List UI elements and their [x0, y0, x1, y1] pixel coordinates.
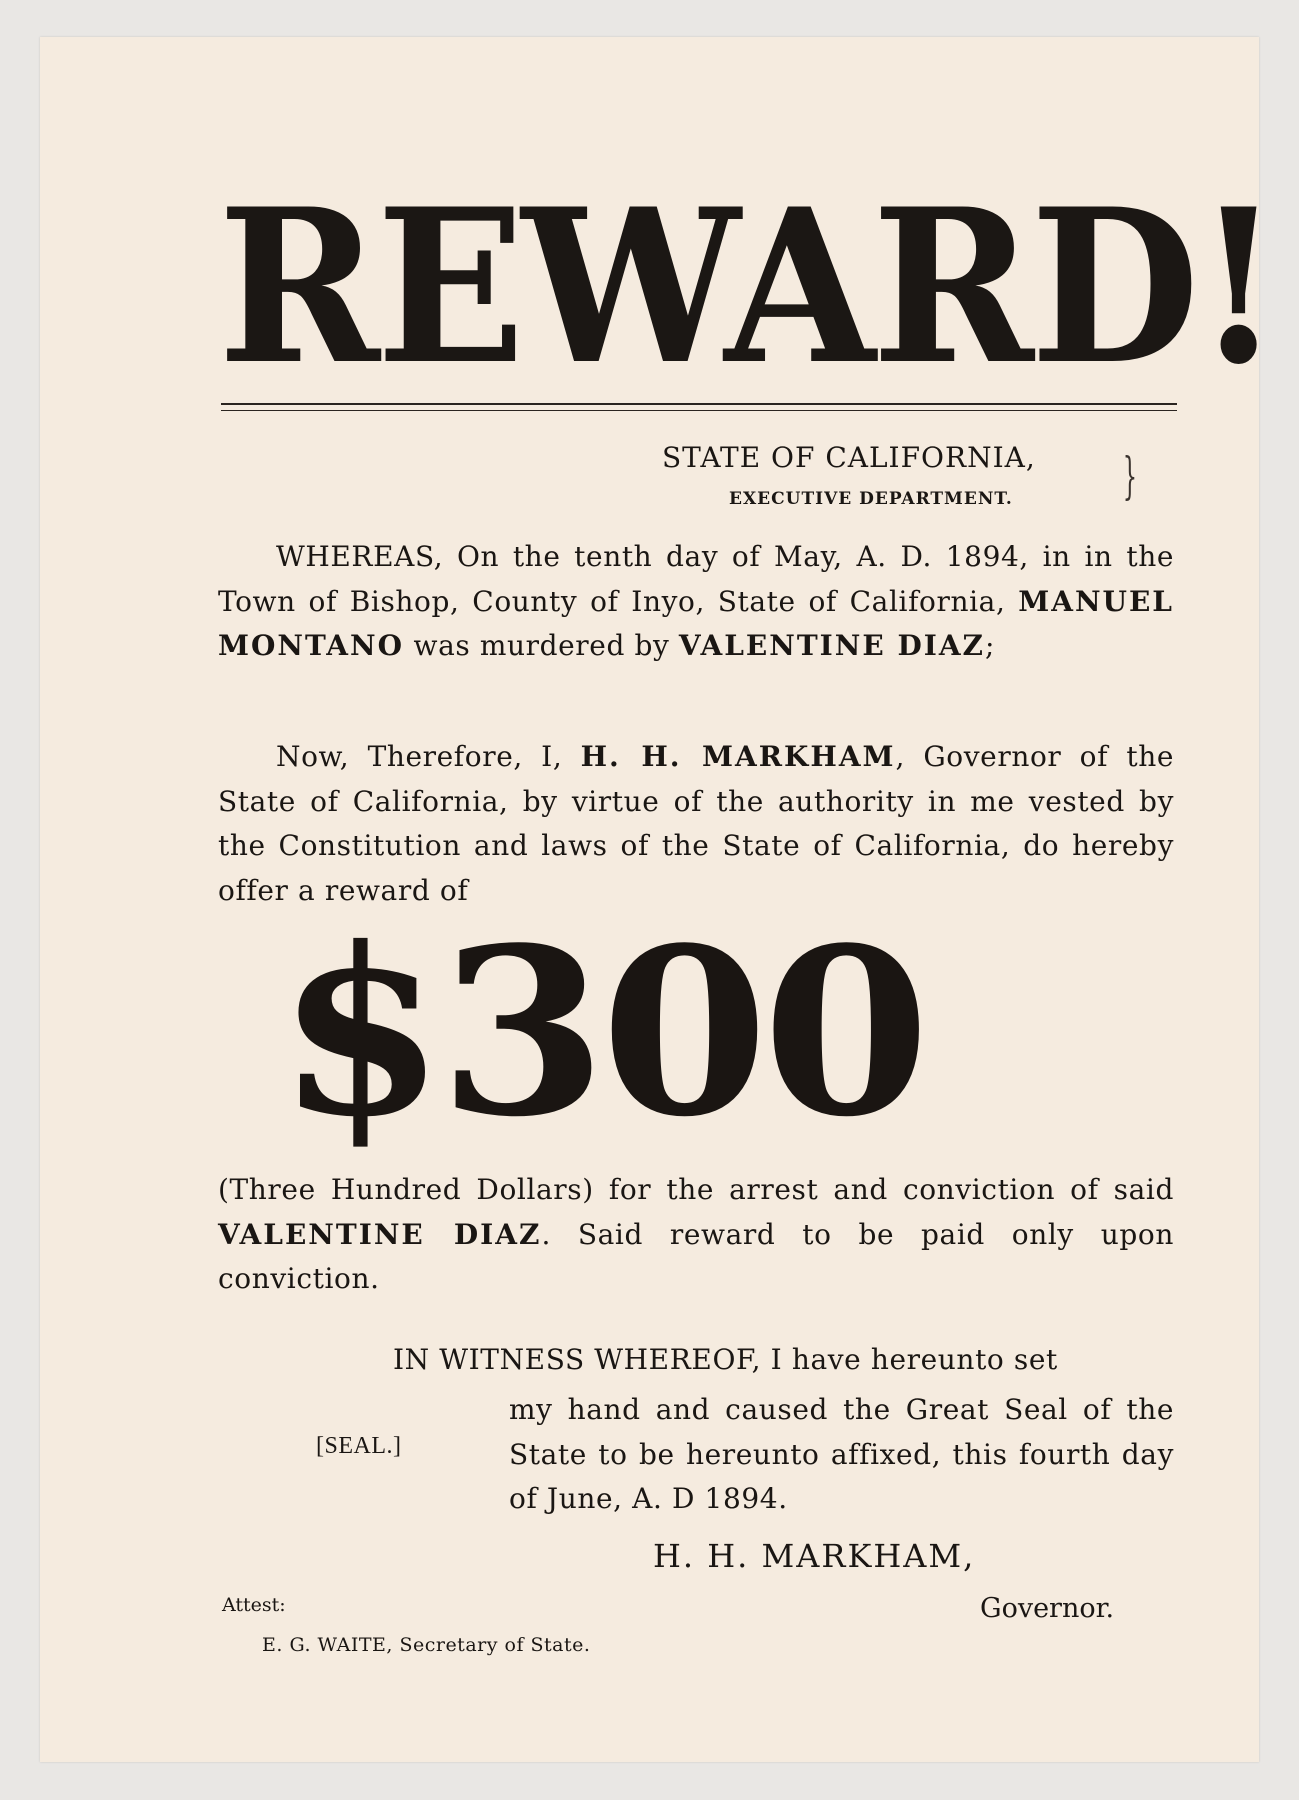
- victim-name: MANUEL MONTANO: [218, 584, 1174, 662]
- witness-first-line: IN WITNESS WHEREOF, I have hereunto set: [393, 1343, 1058, 1376]
- fugitive-name: VALENTINE DIAZ: [218, 1217, 542, 1251]
- whereas-lead: WHEREAS, On the tenth day of May, A. D. 1894, in in the Town of Bishop, County of Inyo, State of California,: [218, 540, 1174, 618]
- therefore-rest: , Governor of the State of California, by virtue of the authority in me vested by the Constitution and laws of the State of California, do hereby offer a reward of: [218, 740, 1175, 907]
- headline: REWARD!: [218, 162, 1278, 411]
- whereas-middle: was murdered by: [404, 629, 679, 662]
- heading-brace: }: [1122, 447, 1138, 505]
- signer-name: H. H. MARKHAM,: [653, 1537, 976, 1575]
- state-heading: STATE OF CALIFORNIA,: [662, 441, 1036, 474]
- witness-paragraph: my hand and caused the Great Seal of the State to be hereunto affixed, this fourth day of June, A. D 1894.: [509, 1393, 1174, 1515]
- attest-signature: E. G. WAITE, Secretary of State.: [262, 1634, 591, 1656]
- attest-label: Attest:: [222, 1594, 286, 1616]
- conditions-lead: (Three Hundred Dollars) for the arrest and conviction of said: [218, 1173, 1174, 1206]
- headline-rule-upper: [221, 403, 1177, 405]
- headline-rule-lower: [221, 410, 1177, 411]
- conditions-rest: . Said reward to be paid only upon conviction.: [218, 1217, 1174, 1295]
- seal-label: [SEAL.]: [316, 1433, 402, 1459]
- murderer-name: VALENTINE DIAZ: [678, 629, 985, 662]
- therefore-paragraph: [218, 735, 1174, 913]
- whereas-paragraph: [218, 535, 1174, 669]
- whereas-end: ;: [984, 629, 996, 662]
- department-heading: EXECUTIVE DEPARTMENT.: [729, 489, 1013, 509]
- signer-title: Governor.: [980, 1593, 1115, 1624]
- conditions-paragraph: [218, 1168, 1174, 1302]
- therefore-lead: Now, Therefore, I,: [276, 740, 581, 773]
- governor-name: H. H. MARKHAM: [580, 740, 896, 773]
- reward-poster: [40, 37, 1278, 1762]
- reward-amount: $300: [277, 898, 924, 1168]
